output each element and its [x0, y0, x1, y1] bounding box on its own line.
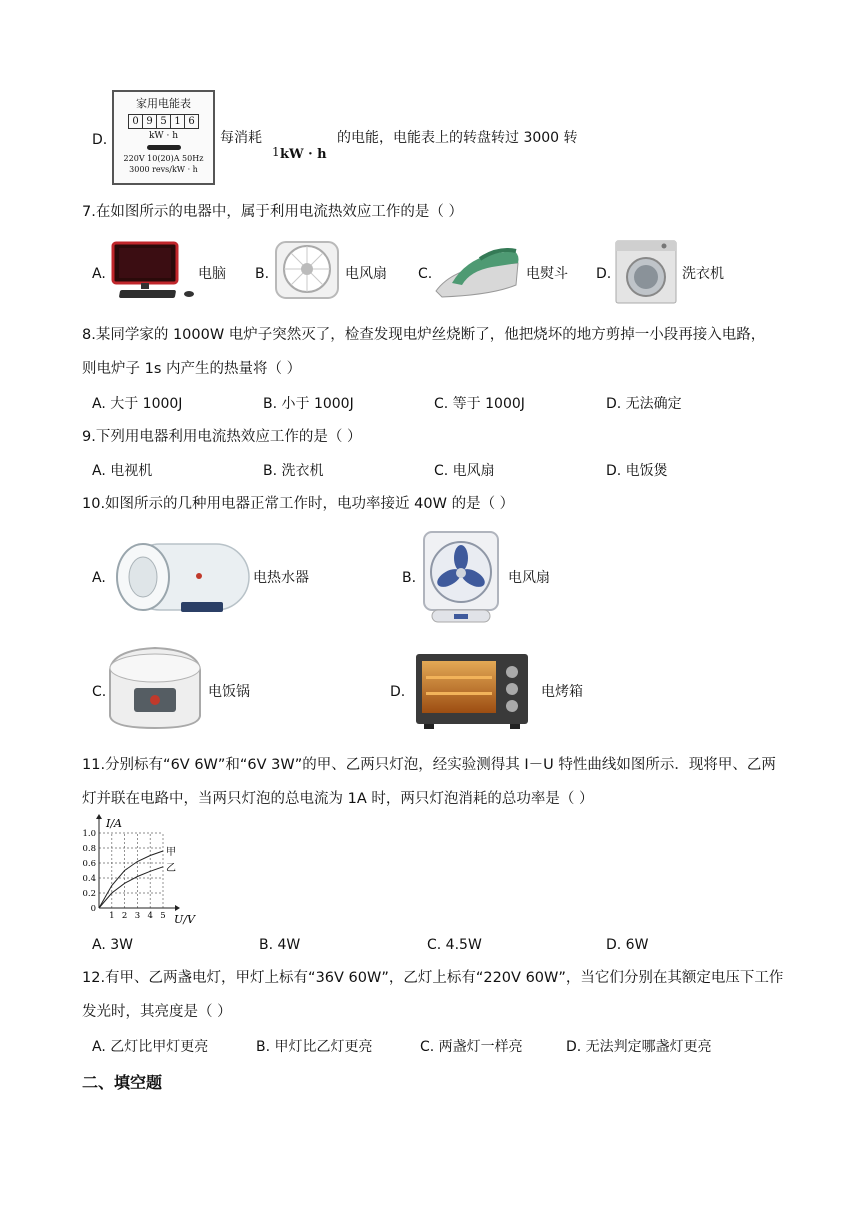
meter-disc	[147, 145, 181, 150]
q10-option-b-letter: B.	[402, 570, 417, 586]
q12-stem-line1: 12.有甲、乙两盏电灯，甲灯上标有“36V 60W”，乙灯上标有“220V 60W”，当它们分别在其额定电压下工作	[82, 970, 784, 986]
meter-digit: 5	[157, 114, 171, 129]
washing-machine-icon	[614, 239, 678, 305]
meter-digit: 0	[128, 114, 143, 129]
chart-x-tick-label: 4	[147, 911, 153, 921]
box-fan-icon	[420, 530, 502, 626]
q9-option-b: B. 洗衣机	[263, 463, 324, 479]
q7-option-c-letter: C.	[418, 266, 433, 282]
q10-stem: 10.如图所示的几种用电器正常工作时，电功率接近 40W 的是（ ）	[82, 496, 515, 512]
section-title: 二、填空题	[82, 1073, 163, 1092]
computer-icon	[107, 240, 197, 302]
q9-stem: 9.下列用电器利用电流热效应工作的是（ ）	[82, 429, 362, 445]
meter-digits	[128, 114, 199, 129]
q8-stem-line2: 则电炉子 1s 内产生的热量将（ ）	[82, 361, 302, 377]
q8-option-b: B. 小于 1000J	[263, 396, 354, 412]
meter-spec-voltage: 220V 10(20)A 50Hz	[123, 154, 204, 163]
meter-digit: 1	[171, 114, 185, 129]
iron-icon	[432, 245, 524, 301]
q8-stem-line1: 8.某同学家的 1000W 电炉子突然灭了，检查发现电炉丝烧断了，他把烧坏的地方剪掉一小段再接入电路，	[82, 327, 766, 343]
chart-y-tick-label: 0.4	[82, 874, 96, 884]
q7-option-d-letter: D.	[596, 266, 612, 282]
q7-option-c-label: 电熨斗	[526, 266, 568, 282]
q10-option-d-label: 电烤箱	[541, 684, 583, 700]
q8-option-d: D. 无法确定	[606, 396, 682, 412]
q11-stem-line2: 灯并联在电路中，当两只灯泡的总电流为 1A 时，两只灯泡消耗的总功率是（ ）	[82, 791, 594, 807]
q9-option-a: A. 电视机	[92, 463, 153, 479]
q6-text-after: 的电能，电能表上的转盘转过 3000 转	[337, 130, 578, 146]
q6-text-before: 每消耗	[220, 130, 262, 146]
q10-option-a-label: 电热水器	[253, 570, 309, 586]
q7-option-d-label: 洗衣机	[682, 266, 724, 282]
chart-series-label: 甲	[166, 847, 176, 858]
meter-unit: kW · h	[148, 131, 179, 141]
meter-digit: 6	[185, 114, 199, 129]
chart-x-arrow	[175, 905, 180, 911]
chart-y-tick-label: 0.2	[82, 889, 96, 899]
q10-option-b-label: 电风扇	[508, 570, 550, 586]
electric-meter-figure	[112, 90, 215, 185]
q7-option-a-letter: A.	[92, 266, 106, 282]
chart-series-line	[99, 867, 163, 908]
q10-option-a-letter: A.	[92, 570, 106, 586]
q11-option-b: B. 4W	[259, 937, 301, 953]
chart-x-tick-label: 3	[134, 911, 141, 921]
q12-option-c: C. 两盏灯一样亮	[420, 1039, 523, 1055]
chart-series-label: 乙	[166, 862, 176, 874]
q10-option-d-letter: D.	[390, 684, 406, 700]
q9-option-c: C. 电风扇	[434, 463, 495, 479]
chart-x-tick-label: 2	[121, 911, 128, 921]
q10-option-c-letter: C.	[92, 684, 107, 700]
meter-spec-revs: 3000 revs/kW · h	[129, 165, 198, 174]
chart-y-tick-label: 0.6	[82, 859, 96, 869]
q12-option-a: A. 乙灯比甲灯更亮	[92, 1039, 209, 1055]
chart-x-tick-label: 1	[109, 911, 115, 921]
oven-icon	[414, 652, 532, 730]
q11-option-a: A. 3W	[92, 937, 133, 953]
meter-title: 家用电能表	[136, 97, 191, 110]
iu-characteristic-chart	[82, 815, 200, 927]
chart-x-axis-label: U/V	[174, 913, 195, 926]
rice-cooker-icon	[104, 644, 206, 730]
q9-option-d: D. 电饭煲	[606, 463, 668, 479]
q11-option-c: C. 4.5W	[427, 937, 482, 953]
q11-option-d: D. 6W	[606, 937, 649, 953]
q7-stem: 7.在如图所示的电器中，属于利用电流热效应工作的是（ ）	[82, 204, 463, 220]
q12-option-b: B. 甲灯比乙灯更亮	[256, 1039, 373, 1055]
fan-icon	[272, 240, 342, 302]
chart-y-tick-label: 0.8	[82, 844, 96, 854]
water-heater-icon	[107, 538, 251, 620]
q6-option-letter: D.	[92, 132, 108, 148]
q6-expr-num: 1	[272, 145, 280, 159]
q7-option-a-label: 电脑	[198, 266, 226, 282]
chart-y-tick-label: 1.0	[82, 829, 96, 839]
q7-option-b-letter: B.	[255, 266, 270, 282]
q7-option-b-label: 电风扇	[345, 266, 387, 282]
q8-option-c: C. 等于 1000J	[434, 396, 525, 412]
q6-expr-unit: kW · h	[280, 147, 327, 162]
q12-option-d: D. 无法判定哪盏灯更亮	[566, 1039, 712, 1055]
chart-y-axis-label: I/A	[106, 817, 122, 830]
q8-option-a: A. 大于 1000J	[92, 396, 183, 412]
chart-x-tick-label: 5	[160, 911, 166, 921]
q10-option-c-label: 电饭锅	[208, 684, 250, 700]
chart-y-arrow	[96, 814, 102, 819]
chart-y-tick-label: 0	[90, 904, 96, 914]
meter-digit: 9	[143, 114, 157, 129]
q12-stem-line2: 发光时，其亮度是（ ）	[82, 1004, 232, 1020]
q11-stem-line1: 11.分别标有“6V 6W”和“6V 3W”的甲、乙两只灯泡，经实验测得其 I－U 特性曲线如图所示．现将甲、乙两	[82, 757, 776, 773]
